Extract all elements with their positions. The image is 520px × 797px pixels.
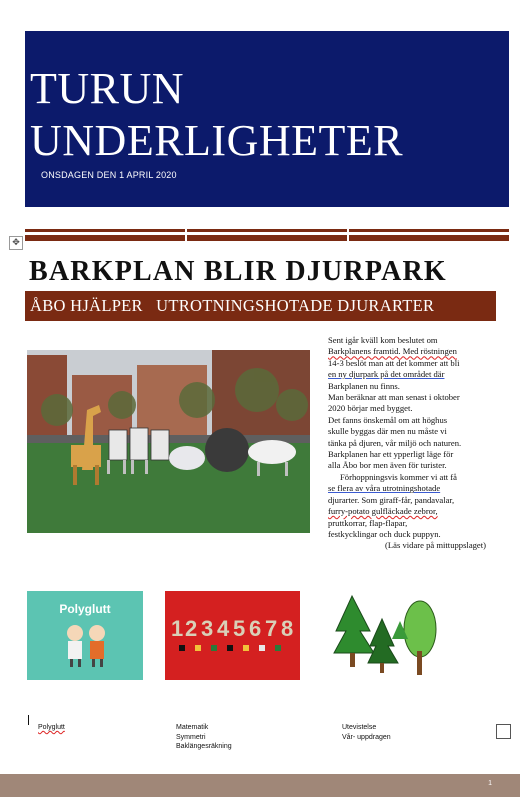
trees-image bbox=[330, 591, 440, 683]
article-line: 14-3 beslöt man att det kommer att bli bbox=[328, 357, 460, 368]
number-6: 6 bbox=[249, 616, 262, 641]
text-cursor bbox=[28, 715, 29, 725]
article-line: Det fanns önskemål om att höghus bbox=[328, 414, 448, 425]
rule-cell bbox=[349, 229, 509, 241]
article-line: Sent igår kväll kom beslutet om bbox=[328, 335, 438, 345]
number-5: 5 bbox=[233, 616, 246, 641]
number-7: 7 bbox=[265, 616, 278, 641]
title-line-1: TURUN bbox=[30, 64, 185, 113]
rule-cell bbox=[187, 229, 347, 241]
subheadline-text: ÅBO HJÄLPER UTROTNINGSHOTADE DJURARTER bbox=[30, 296, 435, 315]
number-2: 2 bbox=[185, 616, 198, 641]
caption-item: Baklängesräkning bbox=[176, 743, 232, 750]
checkbox-icon[interactable] bbox=[496, 724, 511, 739]
polyglutt-logo-text: Polyglutt bbox=[59, 602, 111, 616]
title-line-2: UNDERLIGHETER bbox=[30, 116, 404, 165]
article-line: Barkplanens framtid. Med röstningen bbox=[328, 346, 457, 357]
caption-item: Vår- uppdragen bbox=[342, 733, 391, 741]
caption-column-1 bbox=[38, 723, 65, 733]
number-1: 1 bbox=[171, 616, 184, 641]
caption-item: Symmetri bbox=[176, 733, 206, 741]
article-line: alla Åbo bor men även för turister. bbox=[328, 460, 447, 471]
number-8: 8 bbox=[281, 616, 294, 641]
read-more-note: (Läs vidare på mittuppslaget) bbox=[385, 540, 486, 551]
caption-item: Polyglutt bbox=[38, 724, 65, 731]
article-body bbox=[328, 335, 496, 552]
article-line: festkycklingar och duck puppyn. bbox=[328, 528, 441, 539]
numbers-image bbox=[165, 591, 300, 680]
article-line: 2020 börjar med bygget. bbox=[328, 403, 413, 414]
article-line: se flera av våra utrotningshotade bbox=[328, 483, 441, 494]
caption-column-3 bbox=[342, 723, 391, 742]
article-line: furry-potato gulfläckade zebror, bbox=[328, 506, 438, 517]
caption-item: Matematik bbox=[176, 724, 209, 731]
article-line: Barkplanen har ett ypperligt läge för bbox=[328, 449, 454, 460]
rule-cell bbox=[25, 229, 185, 241]
page-number: 1 bbox=[488, 780, 492, 787]
article-headline: BARKPLAN BLIR DJURPARK bbox=[29, 256, 447, 287]
article-line: Förhoppningsvis kommer vi att få bbox=[340, 471, 457, 482]
number-4: 4 bbox=[217, 616, 230, 641]
issue-date: ONSDAGEN DEN 1 APRIL 2020 bbox=[41, 170, 177, 180]
article-line: Man beräknar att man senast i oktober bbox=[328, 392, 460, 403]
article-line: Barkplanen nu finns. bbox=[328, 380, 400, 391]
article-line: tänka på djuren, vår miljö och naturen. bbox=[328, 437, 462, 448]
article-line: pruttkorrar, flap-flapar, bbox=[328, 517, 408, 528]
caption-column-2 bbox=[176, 723, 232, 752]
polyglutt-image bbox=[27, 591, 143, 680]
article-line: skulle byggas där men nu måste vi bbox=[328, 426, 447, 437]
newspaper-title bbox=[30, 63, 403, 167]
subheadline-bar bbox=[25, 291, 496, 321]
article-photo bbox=[27, 350, 310, 533]
article-line: en ny djurpark på det området där bbox=[328, 369, 445, 380]
number-3: 3 bbox=[201, 616, 214, 641]
masthead bbox=[25, 31, 509, 207]
move-handle-icon[interactable]: ✥ bbox=[9, 236, 23, 250]
article-line: djurarter. Som giraff-får, pandavalar, bbox=[328, 494, 455, 505]
page-footer bbox=[0, 774, 520, 797]
decorative-rule-table bbox=[25, 229, 509, 241]
caption-item: Utevistelse bbox=[342, 724, 377, 731]
